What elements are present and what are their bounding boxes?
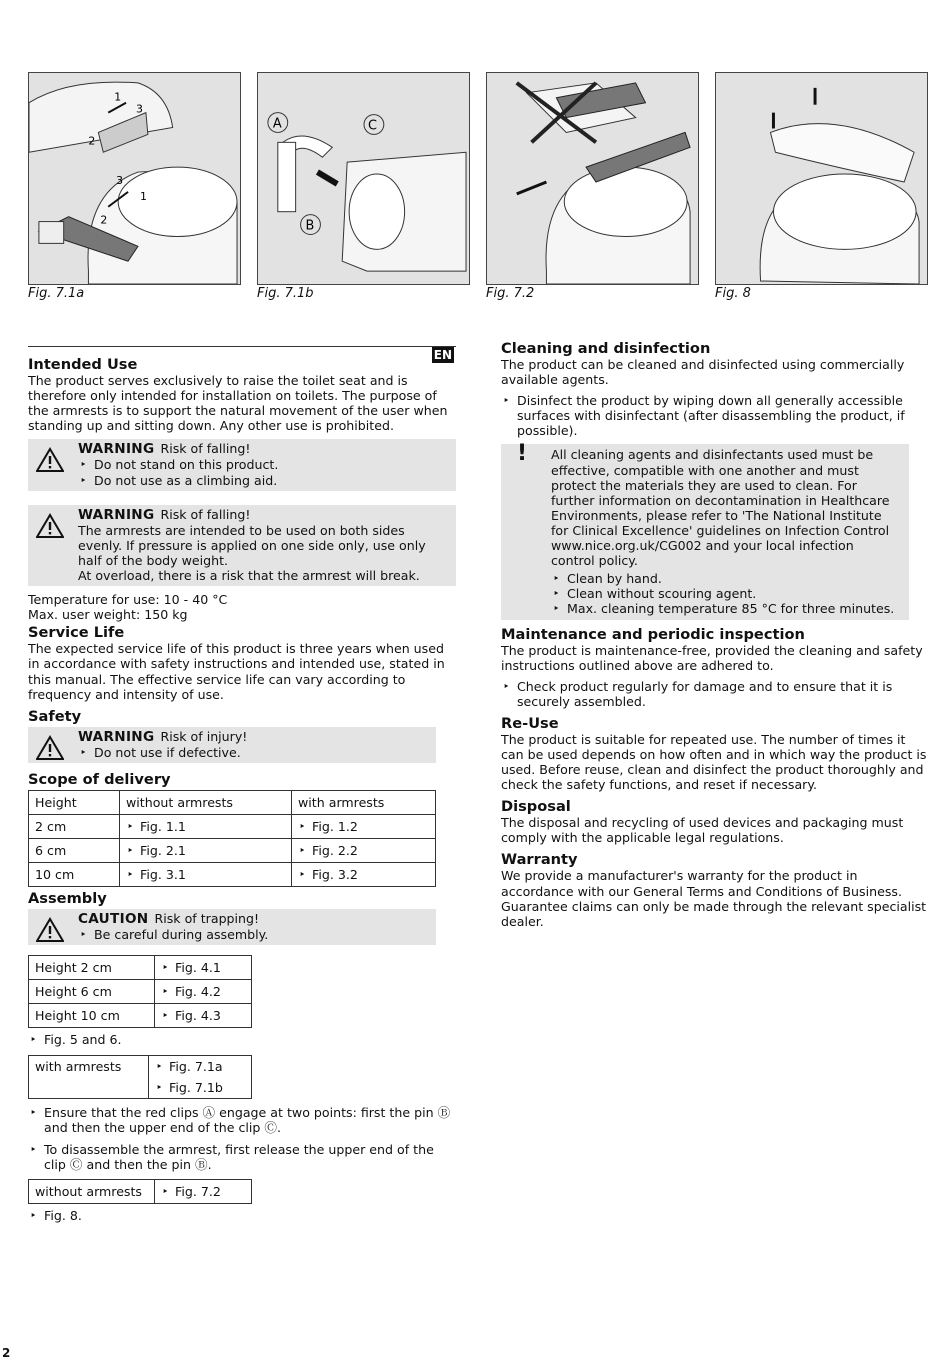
- figure-7-1a: [28, 72, 241, 285]
- left-column: [28, 346, 456, 1223]
- warning-label: WARNING: [78, 506, 155, 523]
- maintenance-text: The product is maintenance-free, provided the cleaning and safety instructions outlined above are adhered to.: [501, 642, 923, 673]
- table-cell: Height 10 cm: [29, 1004, 155, 1028]
- warning-label: WARNING: [78, 728, 155, 745]
- right-column: [501, 340, 927, 929]
- assembly-height-table: [28, 955, 252, 1028]
- table-cell: ‣ Fig. 7.1b: [155, 1080, 223, 1095]
- scope-heading: Scope of delivery: [28, 770, 171, 788]
- warning-text: Risk of falling!: [160, 506, 251, 522]
- svg-text:1: 1: [139, 189, 147, 203]
- table-cell: ‣ Fig. 7.2: [161, 1184, 221, 1199]
- table-row: [29, 862, 436, 886]
- warning-triangle-icon: [36, 917, 64, 943]
- armrest-table: [28, 1055, 252, 1099]
- table-cell: ‣ Fig. 7.1a: [155, 1059, 223, 1074]
- table-header-row: [29, 790, 436, 814]
- table-cell: ‣ Fig. 4.1: [161, 960, 221, 975]
- disposal-text: The disposal and recycling of used devices and packaging must comply with the applicable legal regulations.: [501, 815, 904, 846]
- warning-box: [28, 439, 456, 490]
- warning-item: ‣ Do not stand on this product.: [78, 457, 448, 472]
- figure-7-1b: [257, 72, 470, 285]
- table-cell: ‣ Fig. 1.2: [298, 819, 358, 834]
- assembly-step: ‣ Fig. 5 and 6.: [28, 1032, 456, 1047]
- warning-text: Risk of falling!: [160, 441, 251, 457]
- cleaning-heading: Cleaning and disinfection: [501, 340, 711, 357]
- note-item: ‣ Clean without scouring agent.: [551, 586, 899, 601]
- table-cell: ‣ Fig. 3.1: [126, 867, 186, 882]
- note-text: All cleaning agents and disinfectants used must be effective, compatible with one another and must protect the materials they are used to clean. For further information on decontamination in Healthcare Environments, please refer to 'The National Institute for Clinical Excellence' guidelines on Infection Control www.nice.org.uk/CG002 and your local infection control policy.: [551, 447, 890, 569]
- svg-text:2: 2: [88, 134, 96, 148]
- scope-table: [28, 790, 436, 887]
- table-row: [29, 956, 252, 980]
- table-row: [29, 814, 436, 838]
- table-row: [29, 1056, 252, 1078]
- caution-label: CAUTION: [78, 910, 149, 927]
- service-life-text: The expected service life of this product is three years when used in accordance with safety instructions and intended use, stated in this manual. The effective service life can vary according to frequency and intensity of use.: [28, 641, 445, 702]
- assembly-heading: Assembly: [28, 889, 107, 907]
- reuse-heading: Re-Use: [501, 714, 559, 732]
- caution-item: ‣ Be careful during assembly.: [78, 927, 428, 942]
- table-row: [29, 838, 436, 862]
- note-box: [501, 441, 909, 619]
- assembly-step: ‣ Ensure that the red clips Ⓐ engage at two points: first the pin Ⓑ and then the upper end of the clip Ⓒ.: [28, 1105, 456, 1135]
- table-cell: ‣ Fig. 4.2: [161, 984, 221, 999]
- table-cell: Height 6 cm: [29, 980, 155, 1004]
- assembly-step: ‣ Fig. 8.: [28, 1208, 456, 1223]
- temperature-text: Temperature for use: 10 - 40 °C: [28, 592, 228, 608]
- figure-caption: Fig. 8: [715, 286, 751, 301]
- table-cell: ‣ Fig. 4.3: [161, 1008, 221, 1023]
- svg-text:2: 2: [100, 213, 108, 227]
- svg-text:B: B: [305, 218, 315, 234]
- page-number: 2: [2, 1346, 11, 1360]
- warning-text: Risk of injury!: [160, 728, 248, 744]
- note-item: ‣ Max. cleaning temperature 85 °C for three minutes.: [551, 601, 899, 616]
- warning-label: WARNING: [78, 441, 155, 458]
- safety-heading: Safety: [28, 707, 82, 725]
- service-life-heading: Service Life: [28, 624, 125, 642]
- table-cell: without armrests: [29, 1179, 155, 1203]
- table-cell: ‣ Fig. 1.1: [126, 819, 186, 834]
- maintenance-heading: Maintenance and periodic inspection: [501, 625, 805, 643]
- assembly-step: ‣ To disassemble the armrest, first release the upper end of the clip Ⓒ and then the pin Ⓑ.: [28, 1142, 456, 1172]
- table-cell: with armrests: [29, 1056, 149, 1099]
- warning-triangle-icon: [36, 513, 64, 539]
- reuse-text: The product is suitable for repeated use. The number of times it can be used depends on how often and in which way the product is used. Before reuse, clean and disinfect the product thoroughly and check the safety functions, and reset if necessary.: [501, 731, 927, 793]
- figure-7-2: [486, 72, 699, 285]
- table-cell: 10 cm: [29, 862, 120, 886]
- caution-text: Risk of trapping!: [154, 910, 260, 926]
- max-weight-text: Max. user weight: 150 kg: [28, 607, 188, 623]
- section-rule: [28, 346, 456, 362]
- svg-text:3: 3: [135, 102, 143, 116]
- table-cell: ‣ Fig. 2.1: [126, 843, 186, 858]
- table-cell: ‣ Fig. 2.2: [298, 843, 358, 858]
- svg-text:3: 3: [116, 173, 124, 187]
- fig-label: 1: [114, 90, 122, 104]
- maintenance-step: ‣ Check product regularly for damage and to ensure that it is securely assembled.: [501, 679, 927, 709]
- cleaning-step: ‣ Disinfect the product by wiping down all generally accessible surfaces with disinfectant (after disassembling the product, if possible).: [501, 393, 927, 438]
- table-row: [29, 1179, 252, 1203]
- figure-caption: Fig. 7.2: [486, 286, 535, 301]
- warranty-text: We provide a manufacturer's warranty for the product in accordance with our General Terms and Conditions of Business. Guarantee claims can only be made through the relevant specialist dealer.: [501, 868, 927, 929]
- note-item: ‣ Clean by hand.: [551, 571, 899, 586]
- warning-triangle-icon: [36, 447, 64, 473]
- warning-box: [28, 505, 456, 586]
- table-row: [29, 980, 252, 1004]
- intended-use-heading: Intended Use: [28, 356, 138, 373]
- table-cell: ‣ Fig. 3.2: [298, 867, 358, 882]
- table-cell: 6 cm: [29, 838, 120, 862]
- cleaning-text: The product can be cleaned and disinfected using commercially available agents.: [501, 357, 905, 388]
- exclamation-icon: !: [517, 441, 528, 467]
- warning-item: ‣ Do not use as a climbing aid.: [78, 473, 448, 488]
- figure-8: [715, 72, 928, 285]
- table-cell: 2 cm: [29, 814, 120, 838]
- figure-caption: Fig. 7.1b: [257, 286, 314, 301]
- table-cell: Height 2 cm: [29, 956, 155, 980]
- caution-box: [28, 909, 436, 945]
- fig-label-a: A: [272, 116, 282, 132]
- table-header-cell: Height: [29, 790, 120, 814]
- warning-box: [28, 727, 436, 763]
- table-header-cell: without armrests: [120, 790, 292, 814]
- warning-body: The armrests are intended to be used on both sides evenly. If pressure is applied on one side only, use only half of the body weight.: [78, 522, 426, 568]
- table-header-cell: with armrests: [292, 790, 436, 814]
- warranty-heading: Warranty: [501, 851, 578, 869]
- svg-text:C: C: [367, 118, 377, 134]
- language-badge: EN: [433, 348, 452, 362]
- warning-triangle-icon: [36, 735, 64, 761]
- warning-item: ‣ Do not use if defective.: [78, 745, 428, 760]
- intended-use-text: The product serves exclusively to raise the toilet seat and is therefore only intended for installation on toilets. The purpose of the armrests is to support the natural movement of the user when standing up and sitting down. Any other use is prohibited.: [28, 373, 448, 434]
- warning-body: At overload, there is a risk that the armrest will break.: [78, 568, 420, 584]
- disposal-heading: Disposal: [501, 798, 571, 816]
- figure-caption: Fig. 7.1a: [28, 286, 85, 301]
- without-armrest-table: [28, 1179, 252, 1204]
- table-row: [29, 1004, 252, 1028]
